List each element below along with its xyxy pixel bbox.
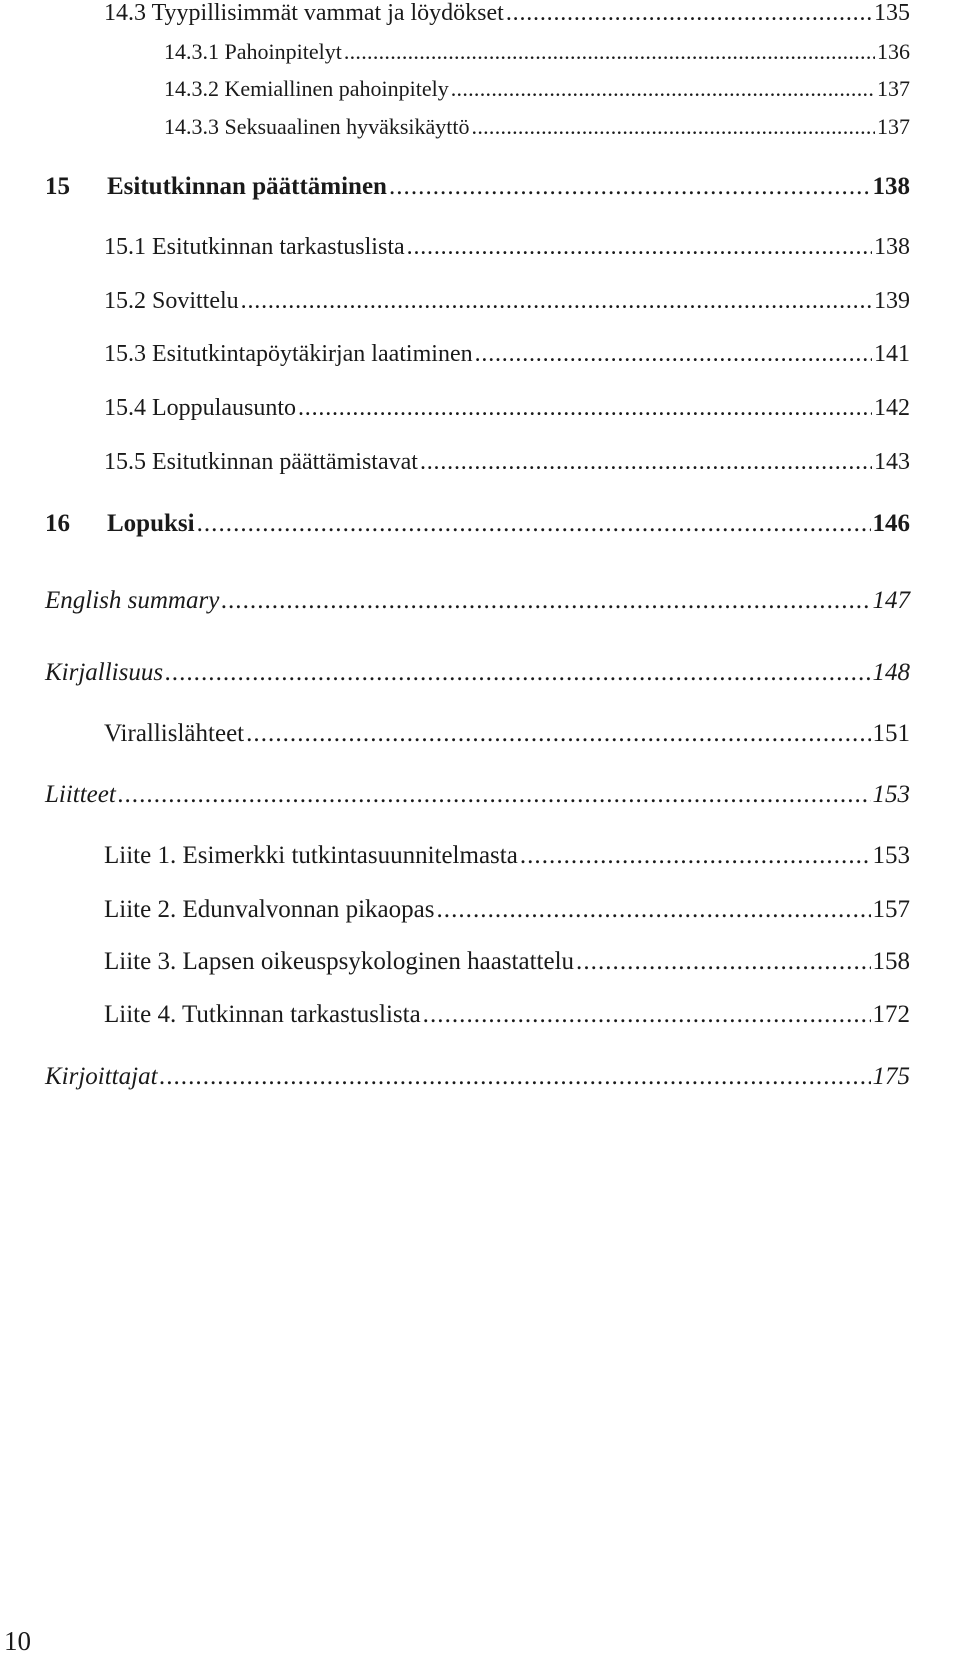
dot-leader	[389, 173, 871, 201]
toc-entry-title: 14.3 Tyypillisimmät vammat ja löydökset	[104, 0, 504, 26]
dot-leader	[298, 395, 872, 422]
toc-entry-title: 15.3 Esitutkintapöytäkirjan laatiminen	[104, 341, 473, 367]
toc-entry-page: 138	[874, 234, 910, 260]
dot-leader	[423, 1001, 871, 1029]
dot-leader	[344, 39, 875, 65]
toc-entry-title: Lopuksi	[107, 510, 195, 537]
toc-entry-page: 158	[872, 948, 910, 975]
toc-entry-title: Virallislähteet	[104, 720, 245, 747]
toc-entry	[104, 395, 910, 422]
toc-entry-page: 147	[872, 587, 910, 614]
toc-entry-page: 175	[872, 1063, 910, 1090]
toc-entry	[104, 896, 910, 924]
dot-leader	[472, 114, 875, 140]
toc-entry-title: 14.3.1 Pahoinpitelyt	[164, 39, 342, 64]
toc-entry-title: Esitutkinnan päättäminen	[107, 173, 387, 200]
toc-entry-title: Liite 2. Edunvalvonnan pikaopas	[104, 896, 435, 923]
toc-entry	[104, 842, 910, 870]
dot-leader	[221, 587, 870, 615]
dot-leader	[520, 842, 871, 870]
toc-entry-title: 15.1 Esitutkinnan tarkastuslista	[104, 234, 405, 260]
toc-entry-page: 137	[877, 114, 910, 139]
dot-leader	[576, 948, 870, 976]
dot-leader	[197, 510, 871, 538]
toc-entry	[164, 76, 910, 102]
toc-entry	[104, 234, 910, 261]
toc-entry-title: Liite 3. Lapsen oikeuspsykologinen haastattelu	[104, 948, 575, 975]
toc-entry-page: 153	[872, 781, 910, 808]
dot-leader	[506, 0, 872, 27]
toc-chapter	[45, 510, 910, 538]
toc-entry-page: 136	[877, 39, 910, 64]
toc-entry-page: 172	[872, 1001, 910, 1028]
toc-entry	[104, 0, 910, 27]
toc-entry-title: Liite 1. Esimerkki tutkintasuunnitelmasta	[104, 842, 518, 869]
dot-leader	[160, 1063, 871, 1091]
toc-entry-page: 153	[872, 842, 910, 869]
dot-leader	[407, 234, 872, 261]
dot-leader	[246, 720, 870, 748]
toc-entry-title: 15.2 Sovittelu	[104, 288, 239, 314]
toc-entry-page: 157	[872, 896, 910, 923]
toc-entry-title: Kirjallisuus	[45, 659, 164, 686]
toc-entry	[104, 948, 910, 976]
dot-leader	[436, 896, 870, 924]
toc-entry	[104, 288, 910, 315]
toc-entry	[164, 39, 910, 65]
toc-entry-page: 138	[872, 173, 910, 200]
toc-entry-title: English summary	[45, 587, 220, 614]
toc-entry-title: 15.4 Loppulausunto	[104, 395, 296, 421]
toc-section	[45, 1063, 910, 1091]
toc-entry	[104, 449, 910, 476]
toc-entry-page: 141	[874, 341, 910, 367]
dot-leader	[451, 76, 875, 102]
toc-entry-page: 135	[874, 0, 910, 26]
toc-entry-page: 142	[874, 395, 910, 421]
toc-entry-title: Liite 4. Tutkinnan tarkastuslista	[104, 1001, 421, 1028]
toc-entry-title: 15.5 Esitutkinnan päättämistavat	[104, 449, 418, 475]
toc-entry-title: 14.3.3 Seksuaalinen hyväksikäyttö	[164, 114, 470, 139]
dot-leader	[475, 341, 872, 368]
dot-leader	[241, 288, 872, 315]
dot-leader	[420, 449, 872, 476]
page-number: 10	[4, 1626, 31, 1656]
toc-entry-title: Kirjoittajat	[45, 1063, 158, 1090]
toc-section	[45, 781, 910, 809]
dot-leader	[165, 659, 870, 687]
toc-entry	[104, 341, 910, 368]
dot-leader	[118, 781, 871, 809]
toc-entry	[164, 114, 910, 140]
chapter-number: 15	[45, 173, 70, 200]
toc-entry	[104, 1001, 910, 1029]
toc-entry-title: Liitteet	[45, 781, 116, 808]
toc-section	[45, 587, 910, 615]
toc-chapter	[45, 173, 910, 201]
toc-section	[45, 659, 910, 687]
toc-entry	[104, 720, 910, 748]
toc-entry-page: 148	[872, 659, 910, 686]
toc-entry-page: 137	[877, 76, 910, 101]
toc-entry-page: 139	[874, 288, 910, 314]
toc-entry-page: 146	[872, 510, 910, 537]
toc-entry-page: 143	[874, 449, 910, 475]
toc-entry-page: 151	[872, 720, 910, 747]
toc-entry-title: 14.3.2 Kemiallinen pahoinpitely	[164, 76, 449, 101]
chapter-number: 16	[45, 510, 70, 537]
